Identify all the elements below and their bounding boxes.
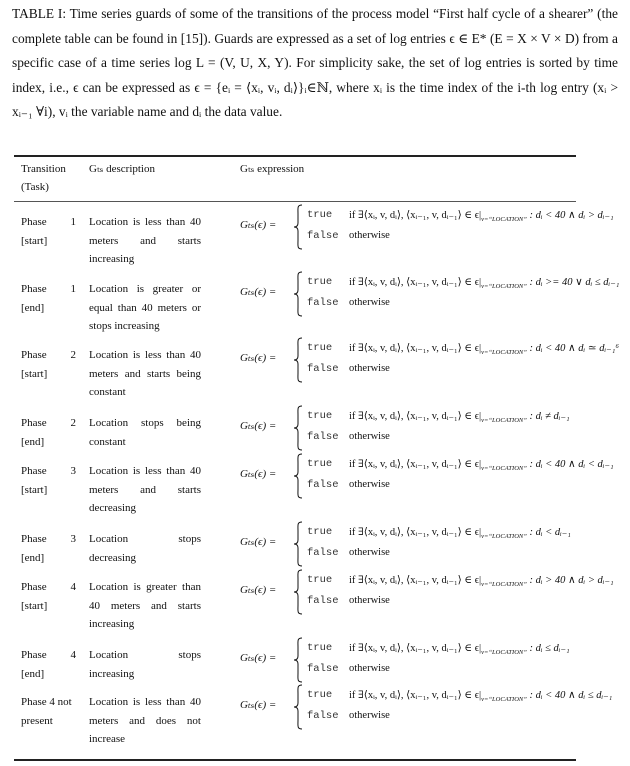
transition-bracket: [start]	[21, 483, 48, 496]
expression-cell	[240, 684, 630, 732]
cases-block	[303, 569, 630, 615]
caption-text: Time series guards of some of the transitions of the process model “First half cycle of a shearer” (the complete table can be found in [15]). Guards are expressed as a set of log entries ϵ ∈ E* (E = X × V × D) from a specific case of a time series log L = (V, U, X, Y). For simplicity sake, the set of log entries is sorted by time index, i.e., ϵ can be expressed as ϵ = {eᵢ = ⟨xᵢ, vᵢ, dᵢ⟩}ᵢ∈ℕ, where xᵢ is the time index of the i-th log entry (xᵢ > xᵢ₋₁ ∀i), vᵢ the variable name and dᵢ the data value.	[12, 6, 618, 119]
expression-cell	[240, 521, 630, 569]
header-transition	[21, 160, 66, 196]
transition-phase: Phase	[21, 649, 47, 661]
case-false-label: false	[307, 230, 339, 242]
condition-restriction: v=“LOCATION”	[481, 465, 527, 473]
transition-number: 1	[70, 283, 76, 295]
case-otherwise: otherwise	[349, 431, 390, 442]
case-otherwise: otherwise	[349, 297, 390, 308]
left-brace-icon	[293, 637, 303, 683]
transition-phase: Phase	[21, 283, 47, 295]
condition-restriction: v=“LOCATION”	[481, 649, 527, 657]
condition-prefix: if ∃⟨xᵢ, v, dᵢ⟩, ⟨xᵢ₋₁, v, dᵢ₋₁⟩ ∈ ϵ|	[349, 575, 482, 586]
transition-cell	[21, 578, 77, 615]
transition-phase: Phase 4 not	[21, 696, 72, 708]
description-cell: Location is less than 40 meters and starts decreasing	[89, 465, 201, 514]
case-condition	[349, 574, 614, 588]
expression-lhs: Gₜₛ(ϵ) =	[240, 219, 277, 231]
condition-restriction: v=“LOCATION”	[481, 533, 527, 541]
expression-lhs: Gₜₛ(ϵ) =	[240, 652, 277, 664]
case-otherwise: otherwise	[349, 479, 390, 490]
condition-prefix: if ∃⟨xᵢ, v, dᵢ⟩, ⟨xᵢ₋₁, v, dᵢ₋₁⟩ ∈ ϵ|	[349, 643, 482, 654]
condition-expression: : dᵢ < 40 ∧ dᵢ ≃ dᵢ₋₁⁶	[529, 343, 620, 354]
left-brace-icon	[293, 405, 303, 451]
condition-restriction: v=“LOCATION”	[481, 349, 527, 357]
case-false-label: false	[307, 479, 339, 491]
transition-phase: Phase	[21, 465, 47, 477]
table-caption	[12, 0, 618, 125]
transition-phase: Phase	[21, 533, 47, 545]
case-true-label: true	[307, 410, 333, 422]
expression-lhs: Gₜₛ(ϵ) =	[240, 699, 277, 711]
condition-prefix: if ∃⟨xᵢ, v, dᵢ⟩, ⟨xᵢ₋₁, v, dᵢ₋₁⟩ ∈ ϵ|	[349, 459, 482, 470]
left-brace-icon	[293, 453, 303, 499]
expression-cell	[240, 569, 630, 617]
description-cell: Location is less than 40 meters and does not increase	[89, 696, 201, 745]
cases-block	[303, 521, 630, 567]
condition-prefix: if ∃⟨xᵢ, v, dᵢ⟩, ⟨xᵢ₋₁, v, dᵢ₋₁⟩ ∈ ϵ|	[349, 210, 482, 221]
left-brace-icon	[293, 337, 303, 383]
transition-cell	[21, 280, 77, 317]
case-true-label: true	[307, 574, 333, 586]
expression-lhs: Gₜₛ(ϵ) =	[240, 286, 277, 298]
case-condition	[349, 458, 614, 472]
cases-block	[303, 271, 630, 317]
condition-restriction: v=“LOCATION”	[481, 283, 527, 291]
header-description: Gₜₛ description	[89, 163, 155, 175]
transition-cell	[21, 530, 77, 567]
cases-block	[303, 637, 630, 683]
transition-phase: Phase	[21, 349, 47, 361]
transition-number: 2	[70, 349, 76, 361]
condition-expression: : dᵢ < 40 ∧ dᵢ < dᵢ₋₁	[529, 459, 614, 470]
case-condition	[349, 642, 570, 656]
transition-phase: Phase	[21, 581, 47, 593]
condition-expression: : dᵢ < 40 ∧ dᵢ > dᵢ₋₁	[529, 210, 614, 221]
condition-restriction: v=“LOCATION”	[481, 216, 527, 224]
transition-bracket: present	[21, 714, 53, 727]
table-bottom-rule	[14, 759, 576, 761]
transition-cell	[21, 693, 77, 730]
expression-cell	[240, 204, 630, 252]
expression-cell	[240, 271, 630, 319]
header-expression: Gₜₛ expression	[240, 163, 305, 175]
case-condition	[349, 410, 570, 424]
case-true-label: true	[307, 209, 333, 221]
left-brace-icon	[293, 569, 303, 615]
expression-lhs: Gₜₛ(ϵ) =	[240, 536, 277, 548]
expression-cell	[240, 637, 630, 685]
transition-number: 3	[70, 465, 76, 477]
transition-cell	[21, 414, 77, 451]
cases-block	[303, 453, 630, 499]
transition-bracket: [start]	[21, 367, 48, 380]
expression-cell	[240, 337, 630, 385]
transition-number: 1	[70, 216, 76, 228]
case-false-label: false	[307, 663, 339, 675]
case-otherwise: otherwise	[349, 230, 390, 241]
case-true-label: true	[307, 642, 333, 654]
case-false-label: false	[307, 547, 339, 559]
expression-lhs: Gₜₛ(ϵ) =	[240, 420, 277, 432]
transition-number: 4	[70, 649, 76, 661]
transition-cell	[21, 346, 77, 383]
case-condition	[349, 276, 619, 290]
table-header-rule	[14, 201, 576, 202]
transition-cell	[21, 646, 77, 683]
case-false-label: false	[307, 431, 339, 443]
condition-prefix: if ∃⟨xᵢ, v, dᵢ⟩, ⟨xᵢ₋₁, v, dᵢ₋₁⟩ ∈ ϵ|	[349, 343, 482, 354]
transition-phase: Phase	[21, 216, 47, 228]
cases-block	[303, 204, 630, 250]
case-condition	[349, 209, 614, 223]
case-otherwise: otherwise	[349, 595, 390, 606]
case-otherwise: otherwise	[349, 710, 390, 721]
transition-number: 4	[70, 581, 76, 593]
cases-block	[303, 337, 630, 383]
description-cell: Location is less than 40 meters and starts increasing	[89, 216, 201, 265]
transition-bracket: [end]	[21, 551, 45, 564]
transition-bracket: [start]	[21, 234, 48, 247]
description-cell: Location is greater or equal than 40 meters or stops increasing	[89, 283, 201, 332]
transition-bracket: [end]	[21, 301, 45, 314]
caption-label: TABLE I:	[12, 6, 67, 21]
case-otherwise: otherwise	[349, 663, 390, 674]
transition-bracket: [end]	[21, 667, 45, 680]
cases-block	[303, 684, 630, 730]
transition-number: 3	[70, 533, 76, 545]
condition-prefix: if ∃⟨xᵢ, v, dᵢ⟩, ⟨xᵢ₋₁, v, dᵢ₋₁⟩ ∈ ϵ|	[349, 527, 482, 538]
condition-expression: : dᵢ > 40 ∧ dᵢ > dᵢ₋₁	[529, 575, 614, 586]
cases-block	[303, 405, 630, 451]
condition-restriction: v=“LOCATION”	[481, 417, 527, 425]
condition-restriction: v=“LOCATION”	[481, 696, 527, 704]
expression-cell	[240, 405, 630, 453]
description-cell: Location is less than 40 meters and starts being constant	[89, 349, 201, 398]
left-brace-icon	[293, 271, 303, 317]
expression-cell	[240, 453, 630, 501]
left-brace-icon	[293, 204, 303, 250]
left-brace-icon	[293, 684, 303, 730]
case-otherwise: otherwise	[349, 547, 390, 558]
transition-bracket: [end]	[21, 435, 45, 448]
transition-phase: Phase	[21, 417, 47, 429]
transition-cell	[21, 462, 77, 499]
condition-expression: : dᵢ < dᵢ₋₁	[529, 527, 571, 538]
condition-prefix: if ∃⟨xᵢ, v, dᵢ⟩, ⟨xᵢ₋₁, v, dᵢ₋₁⟩ ∈ ϵ|	[349, 690, 482, 701]
case-condition	[349, 342, 619, 356]
case-condition	[349, 526, 571, 540]
case-true-label: true	[307, 689, 333, 701]
condition-expression: : dᵢ ≠ dᵢ₋₁	[529, 411, 570, 422]
description-cell: Location stops increasing	[89, 649, 201, 680]
condition-restriction: v=“LOCATION”	[481, 581, 527, 589]
case-false-label: false	[307, 297, 339, 309]
expression-lhs: Gₜₛ(ϵ) =	[240, 468, 277, 480]
table-top-rule	[14, 155, 576, 157]
transition-bracket: [start]	[21, 599, 48, 612]
condition-expression: : dᵢ >= 40 ∨ dᵢ ≤ dᵢ₋₁	[529, 277, 620, 288]
case-otherwise: otherwise	[349, 363, 390, 374]
left-brace-icon	[293, 521, 303, 567]
case-true-label: true	[307, 458, 333, 470]
description-cell: Location is greater than 40 meters and starts increasing	[89, 581, 201, 630]
description-cell: Location stops decreasing	[89, 533, 201, 564]
case-false-label: false	[307, 595, 339, 607]
case-true-label: true	[307, 526, 333, 538]
case-false-label: false	[307, 363, 339, 375]
case-true-label: true	[307, 276, 333, 288]
case-false-label: false	[307, 710, 339, 722]
condition-expression: : dᵢ < 40 ∧ dᵢ ≤ dᵢ₋₁	[529, 690, 613, 701]
expression-lhs: Gₜₛ(ϵ) =	[240, 352, 277, 364]
condition-prefix: if ∃⟨xᵢ, v, dᵢ⟩, ⟨xᵢ₋₁, v, dᵢ₋₁⟩ ∈ ϵ|	[349, 411, 482, 422]
header-transition-line2: (Task)	[21, 181, 49, 193]
condition-prefix: if ∃⟨xᵢ, v, dᵢ⟩, ⟨xᵢ₋₁, v, dᵢ₋₁⟩ ∈ ϵ|	[349, 277, 482, 288]
header-transition-line1: Transition	[21, 163, 66, 175]
expression-lhs: Gₜₛ(ϵ) =	[240, 584, 277, 596]
case-condition	[349, 689, 612, 703]
description-cell: Location stops being constant	[89, 417, 201, 448]
case-true-label: true	[307, 342, 333, 354]
condition-expression: : dᵢ ≤ dᵢ₋₁	[529, 643, 570, 654]
transition-cell	[21, 213, 77, 250]
transition-number: 2	[70, 417, 76, 429]
